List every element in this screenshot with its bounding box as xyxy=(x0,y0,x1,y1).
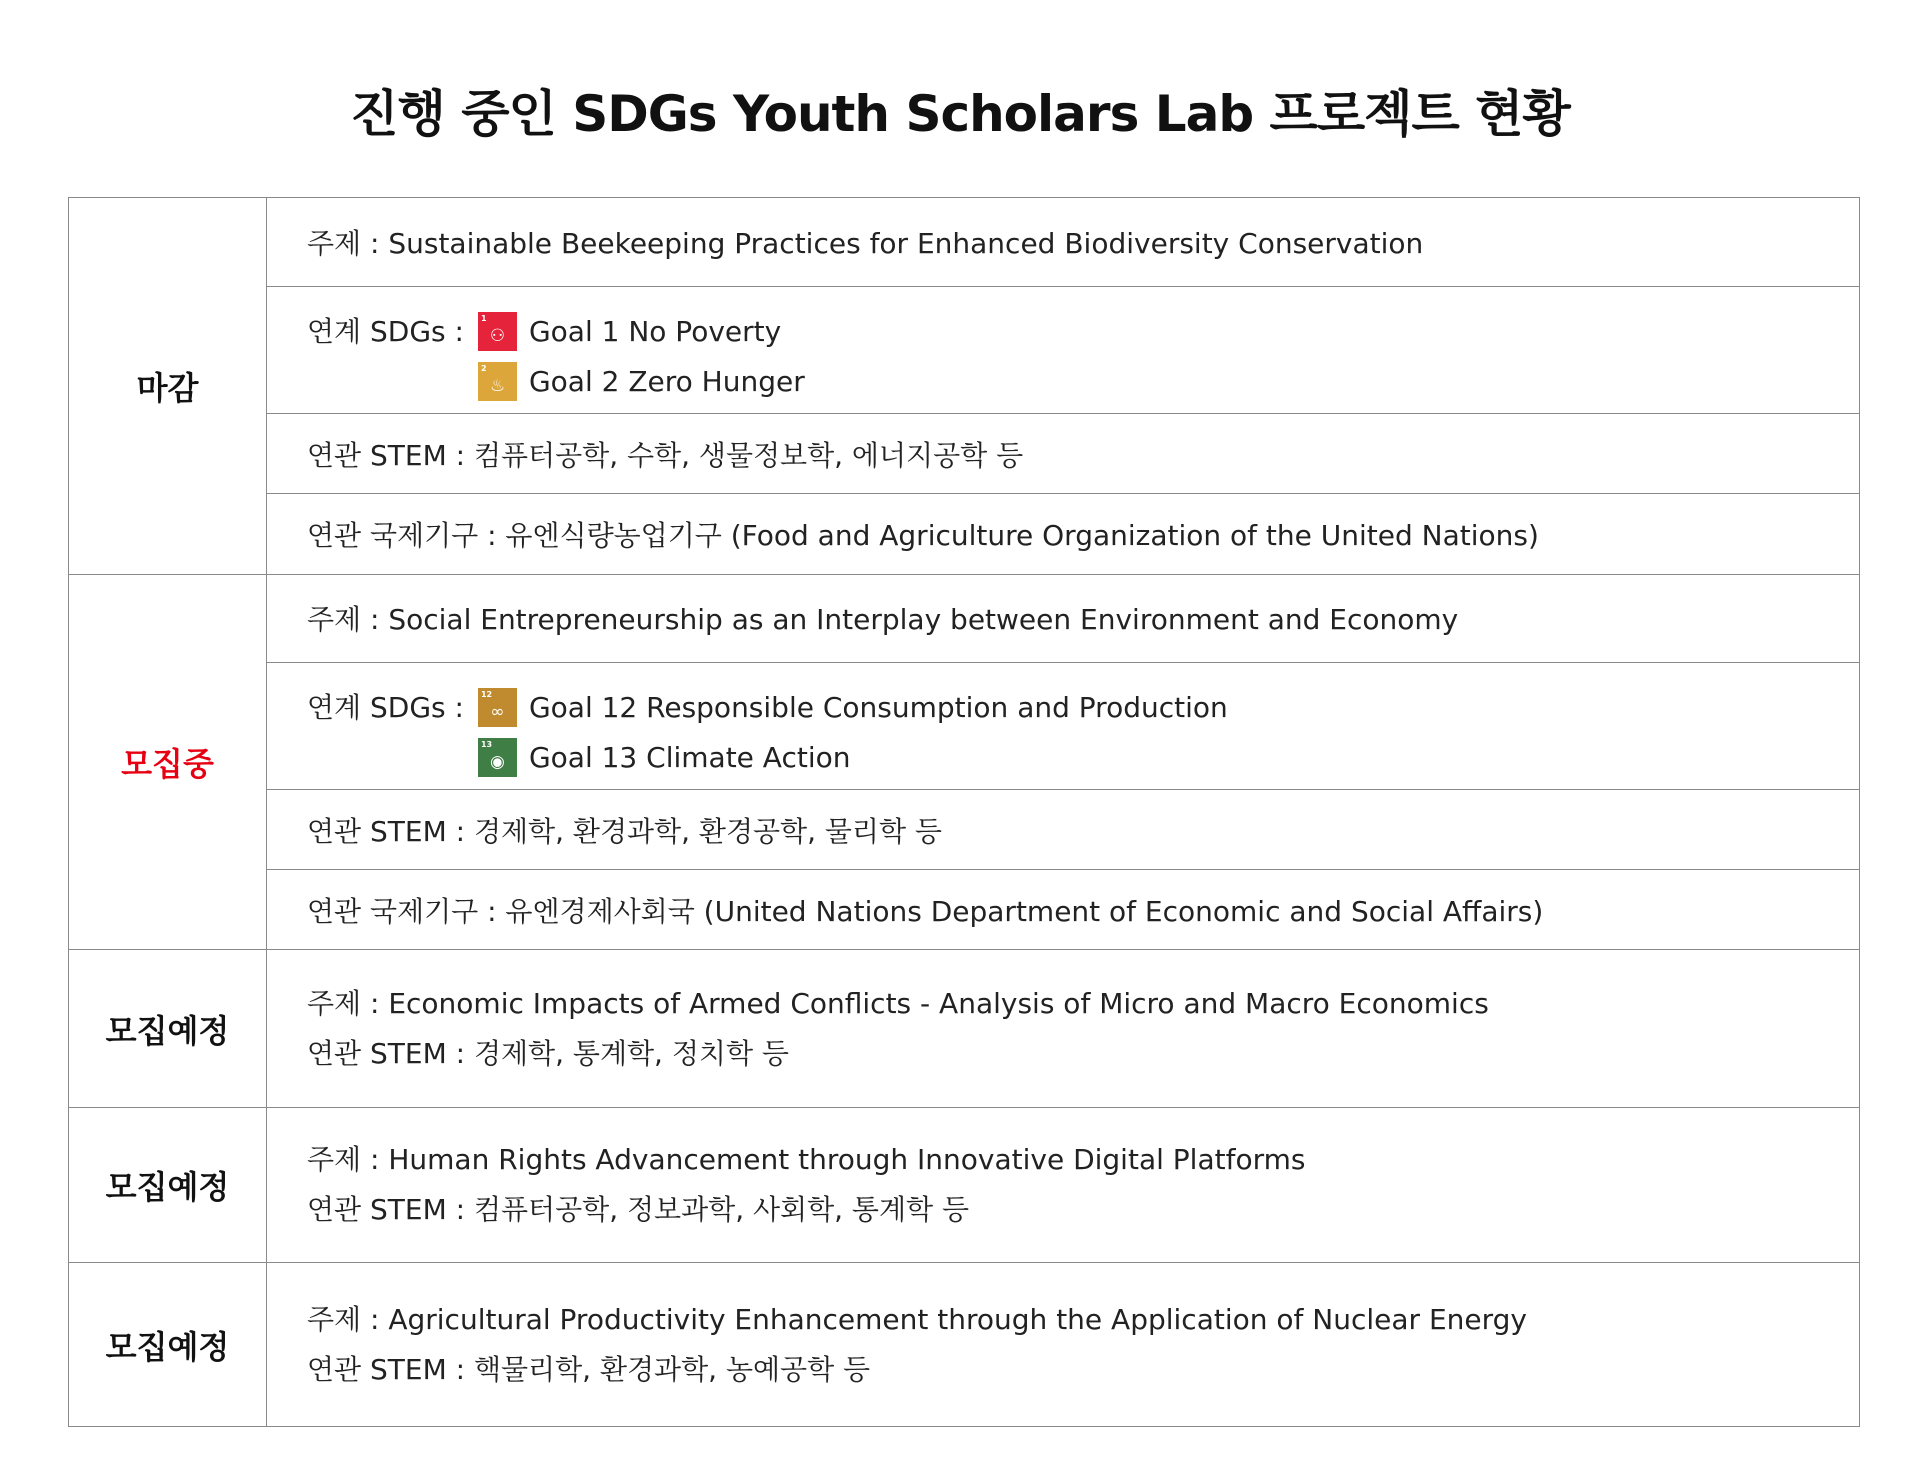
sdg-label: 연계 SDGs : xyxy=(307,690,464,724)
project-group-recruiting xyxy=(69,575,1860,950)
stem-row: 연관 STEM : 핵물리학, 환경과학, 농예공학 등 xyxy=(307,1352,871,1386)
no-poverty-icon: 1 ⚇ xyxy=(478,312,517,351)
sdg-goal-label: Goal 12 Responsible Consumption and Production xyxy=(528,691,1228,725)
project-group-upcoming xyxy=(69,1108,1860,1263)
project-group-upcoming xyxy=(69,950,1860,1108)
page-title: 진행 중인 SDGs Youth Scholars Lab 프로젝트 현황 xyxy=(350,85,1570,143)
status-label: 모집예정 xyxy=(69,950,267,1107)
topic-row: 주제 : Social Entrepreneurship as an Interplay between Environment and Economy xyxy=(267,575,1859,663)
project-group-closed xyxy=(69,198,1860,575)
org-row: 연관 국제기구 : 유엔식량농업기구 (Food and Agriculture Organization of the United Nations) xyxy=(307,519,1539,553)
topic-row: 주제 : Human Rights Advancement through Innovative Digital Platforms xyxy=(307,1143,1306,1176)
responsible-consumption-icon: 12 ∞ xyxy=(478,688,517,727)
sdg-row xyxy=(267,663,1859,791)
project-table xyxy=(68,197,1860,1427)
sdg-goal-label: Goal 1 No Poverty xyxy=(528,315,782,349)
sdg-row xyxy=(267,287,1859,415)
sdg-goal-label: Goal 13 Climate Action xyxy=(528,741,851,775)
status-label: 모집예정 xyxy=(69,1263,267,1426)
stem-row: 연관 STEM : 컴퓨터공학, 수학, 생물정보학, 에너지공학 등 xyxy=(267,414,1859,494)
stem-row: 연관 STEM : 컴퓨터공학, 정보과학, 사회학, 통계학 등 xyxy=(307,1193,970,1226)
climate-action-icon: 13 ◉ xyxy=(478,738,517,777)
zero-hunger-icon: 2 ♨ xyxy=(478,362,517,401)
sdg-goal-item xyxy=(478,307,805,357)
topic-row: 주제 : Agricultural Productivity Enhancement through the Application of Nuclear Energy xyxy=(307,1302,1527,1336)
status-label: 모집예정 xyxy=(69,1108,267,1262)
topic-row: 주제 : Sustainable Beekeeping Practices for Enhanced Biodiversity Conservation xyxy=(267,198,1859,287)
sdg-goal-item xyxy=(478,733,1228,783)
status-label: 모집중 xyxy=(69,575,267,949)
status-label: 마감 xyxy=(69,198,267,574)
stem-row: 연관 STEM : 경제학, 환경과학, 환경공학, 물리학 등 xyxy=(267,790,1859,870)
sdg-label: 연계 SDGs : xyxy=(307,314,464,348)
sdg-goal-label: Goal 2 Zero Hunger xyxy=(528,365,805,399)
stem-row: 연관 STEM : 경제학, 통계학, 정치학 등 xyxy=(307,1036,789,1070)
project-detail xyxy=(267,1108,1859,1262)
project-detail xyxy=(267,950,1859,1107)
org-row: 연관 국제기구 : 유엔경제사회국 (United Nations Department of Economic and Social Affairs) xyxy=(307,894,1544,928)
project-detail xyxy=(267,1263,1859,1426)
topic-row: 주제 : Economic Impacts of Armed Conflicts - Analysis of Micro and Macro Economics xyxy=(307,986,1489,1020)
project-group-upcoming xyxy=(69,1263,1860,1427)
sdg-goal-item xyxy=(478,683,1228,733)
sdg-goal-item xyxy=(478,357,805,407)
